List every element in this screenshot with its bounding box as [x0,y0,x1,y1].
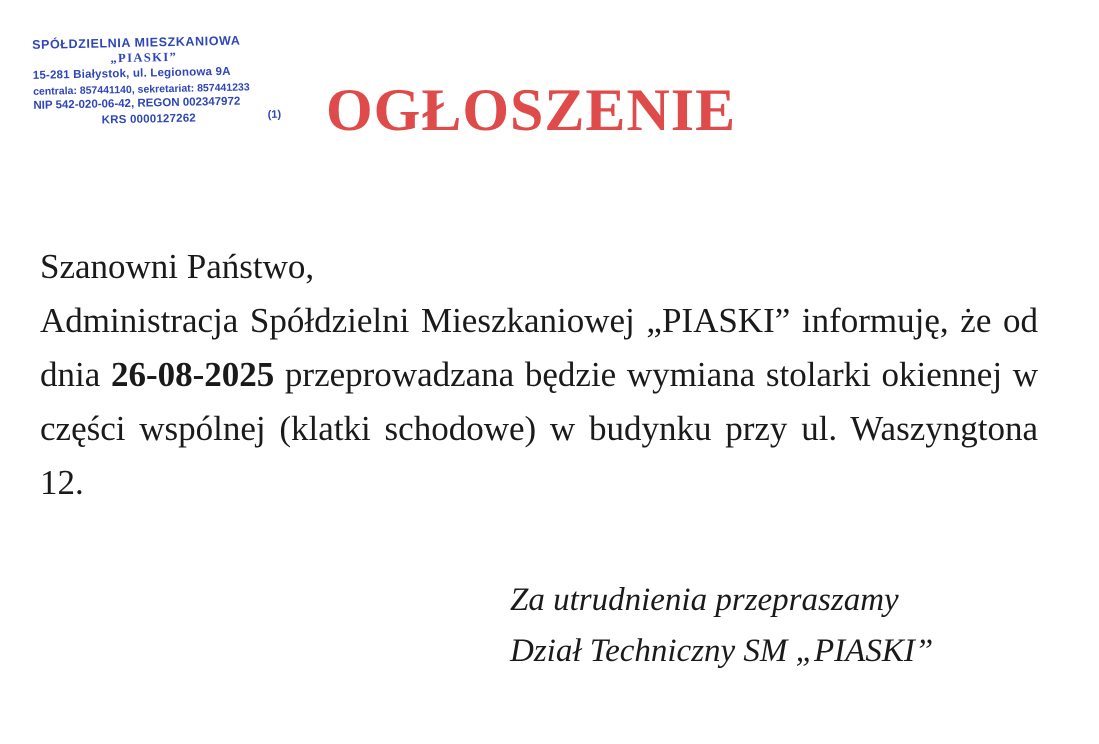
start-date: 26-08-2025 [110,355,275,394]
apology-line: Za utrudnienia przepraszamy [510,582,899,618]
stamp-brand: „PIASKI” [110,49,178,66]
paragraph-text-end: przeprowadzana będzie wymiana stolarki okiennej w części wspólnej (klatki schodowe) w budynku przy ul. Waszyngtona 12. [40,355,1038,502]
page-title: OGŁOSZENIE [326,77,737,143]
signature-block [510,575,933,677]
stamp-krs: KRS 0000127262 [101,112,197,127]
stamp-phones: centrala: 857441140, sekretariat: 857441233 [33,81,250,98]
department-line: Dział Techniczny SM „PIASKI” [510,633,934,669]
greeting: Szanowni Państwo, [40,247,315,286]
cooperative-stamp [28,33,292,140]
paragraph-text-start: Administracja Spółdzielni Mieszkaniowej „PIASKI” informuję, że od dnia [40,301,1038,394]
announcement-paragraph [40,294,1038,510]
stamp-tax-ids: NIP 542-020-06-42, REGON 002347972 [33,95,241,112]
stamp-address: 15-281 Białystok, ul. Legionowa 9A [32,65,231,82]
stamp-name: SPÓŁDZIELNIA MIESZKANIOWA [31,33,241,52]
stamp-number: (1) [267,108,282,121]
announcement-body [40,240,1038,510]
